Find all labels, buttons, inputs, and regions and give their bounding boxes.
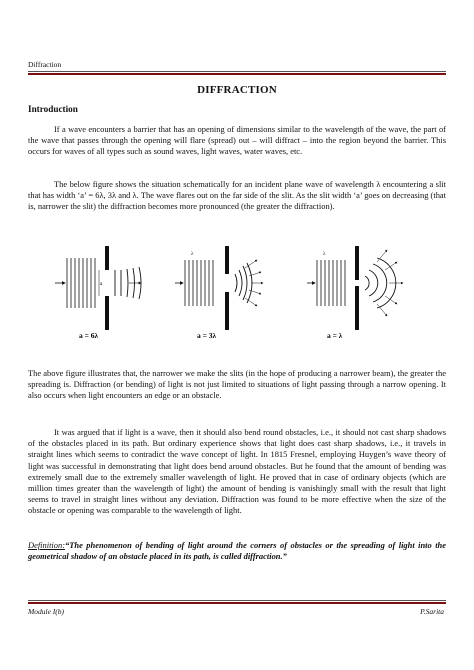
panel-1-a-symbol: a [100, 282, 103, 287]
diffraction-figure [55, 238, 425, 348]
panel-2-lambda-symbol: λ [191, 252, 194, 257]
panel-3-lambda-symbol: λ [323, 252, 326, 257]
page-title: DIFFRACTION [197, 84, 277, 96]
paragraph-history: It was argued that if light is a wave, then it should also bend round obstacles, i.e., it should not cast sharp shadows of the obstacles placed in its path. But ordinary experience shows that light does cast sharp shadows, i.e., it travels in straight lines which seems to contradict the wave concept of light. In 1815 Fresnel, employing Huygen’s wave theory of light was successful in demonstrating that light does bend around obstacles. But he found that the amount of bending was extremely small due to the extremely smaller wavelength of light. He proved that in case of ordinary objects (which are million times greater than the wavelength of light) the amount of bending is vanishingly small with the result that light seems to travel in straight lines without any deviation. Diffraction was found to be more effective when the size of the obstacle or opening was comparable to the wavelength of light. [28, 427, 446, 516]
definition-text: “The phenomenon of bending of light around the corners of obstacles or the spreading of light into the geometrical shadow of an obstacle placed in its path, is called diffraction.” [28, 540, 446, 562]
panel-1-label: a = 6λ [79, 331, 99, 340]
panel-2-medium-slit [175, 246, 263, 340]
paragraph-intro: If a wave encounters a barrier that has an opening of dimensions similar to the wavelength of the wave, the part of the wave that passes through the opening will flare (spread) out – will diffract – into the region beyond the barrier. This occurs for waves of all types such as sound waves, light waves, water waves, etc. [28, 124, 446, 157]
panel-3-label: a = λ [327, 331, 343, 340]
definition-label: Definition: [28, 540, 66, 550]
footer-module: Module I(b) [28, 607, 65, 616]
header-rule [28, 71, 446, 72]
panel-1-wide-slit [55, 246, 141, 340]
panel-3-narrow-slit [307, 246, 403, 340]
paragraph-figure-intro: The below figure shows the situation schematically for an incident plane wave of wavelength λ encountering a slit that has width ‘a’ = 6λ, 3λ and λ. The wave flares out on the far side of the slit. As the slit width ‘a’ goes on decreasing (that is, narrower the slit) the diffraction becomes more pronounced (the greater the diffraction). [28, 179, 446, 212]
header-rule-accent [28, 73, 446, 75]
panel-2-label: a = 3λ [197, 331, 217, 340]
paragraph-figure-explanation: The above figure illustrates that, the narrower we make the slits (in the hope of producing a narrower beam), the greater the spreading is. Diffraction (or bending) of light is not just limited to situations of light passing through a narrow opening. It also occurs when light encounters an edge or an obstacle. [28, 368, 446, 401]
diffraction-diagram [55, 238, 425, 348]
footer-author: P.Sarita [420, 607, 444, 616]
definition-paragraph [28, 540, 446, 562]
running-header: Diffraction [28, 60, 62, 69]
footer-rule-accent [28, 602, 446, 604]
section-heading: Introduction [28, 104, 78, 114]
footer-rule [28, 600, 446, 601]
